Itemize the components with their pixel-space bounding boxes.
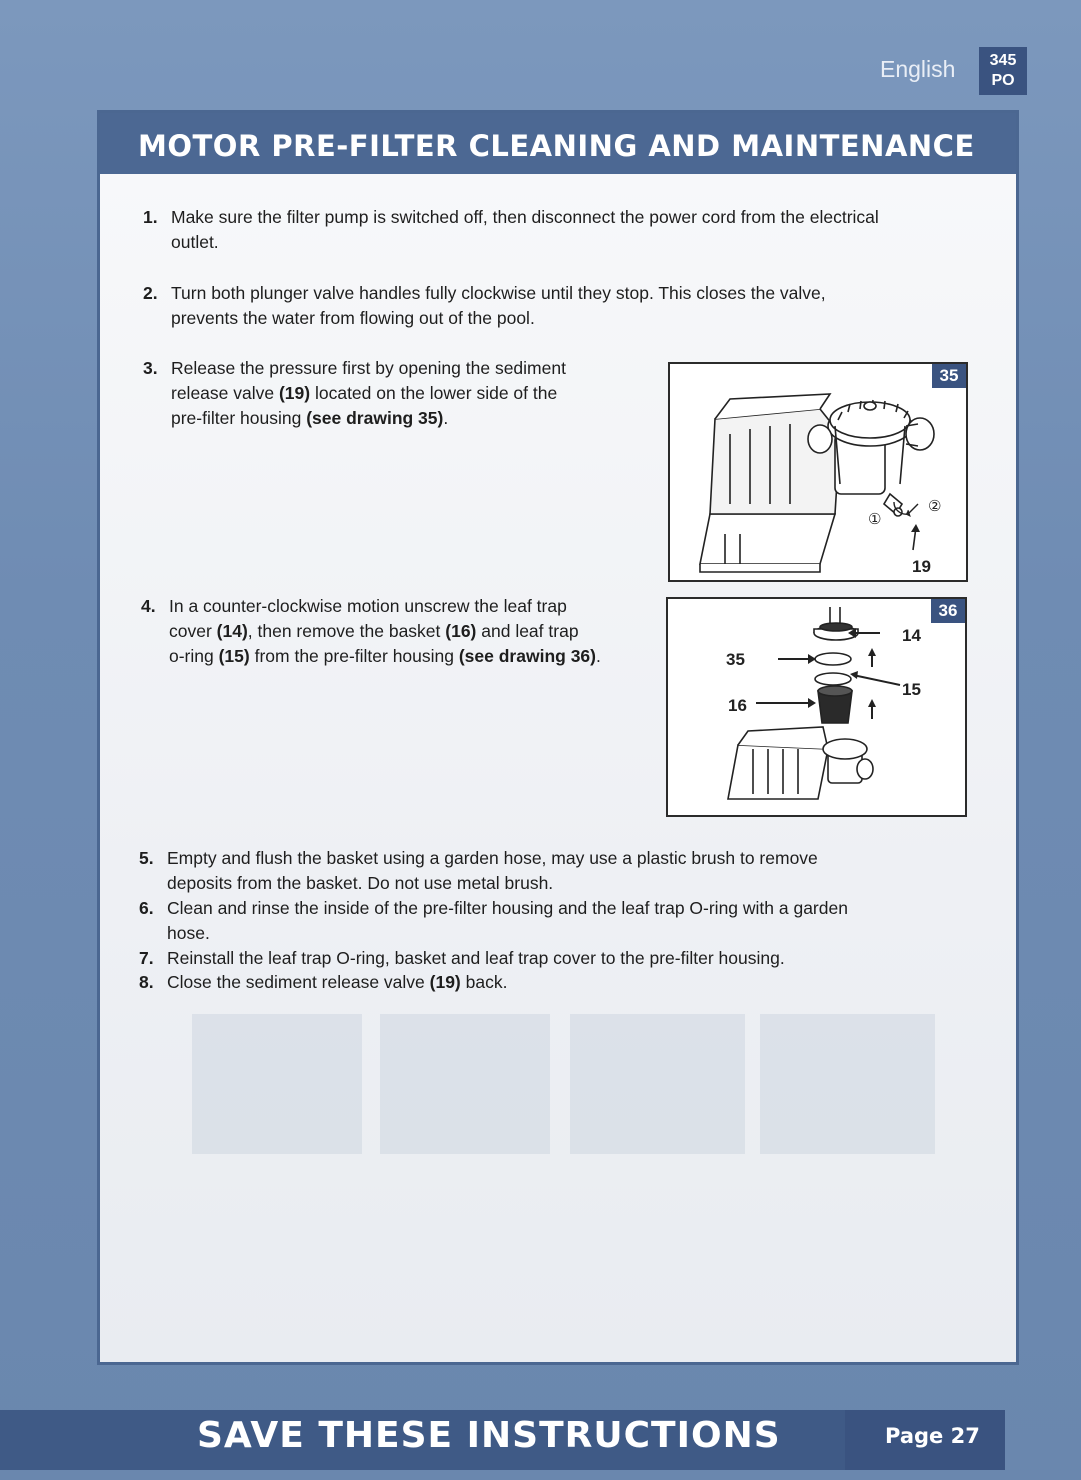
step-text-line: cover (14), then remove the basket (16) and leaf trap bbox=[169, 621, 579, 641]
step-text-line: Close the sediment release valve (19) back. bbox=[167, 972, 508, 992]
pre-filter-exploded-illustration bbox=[668, 599, 965, 815]
circled-number-2: ② bbox=[928, 497, 942, 515]
step-text-line: pre-filter housing (see drawing 35). bbox=[171, 408, 449, 428]
step-text-line: Clean and rinse the inside of the pre-filter housing and the leaf trap O-ring with a garden bbox=[167, 898, 848, 918]
step-text-line: Empty and flush the basket using a garden hose, may use a plastic brush to remove bbox=[167, 848, 818, 868]
step-text-line: Release the pressure first by opening the sediment bbox=[171, 358, 566, 378]
step-number: 2. bbox=[143, 283, 158, 303]
step-number: 4. bbox=[141, 596, 156, 616]
model-code-number: 345 bbox=[989, 52, 1017, 69]
show-through-block bbox=[380, 1014, 550, 1154]
callout-14: 14 bbox=[902, 626, 921, 645]
language-label: English bbox=[880, 56, 956, 82]
show-through-block bbox=[192, 1014, 362, 1154]
step-text-line: Reinstall the leaf trap O-ring, basket and leaf trap cover to the pre-filter housing. bbox=[167, 948, 785, 968]
callout-35: 35 bbox=[726, 650, 745, 669]
drawing-35 bbox=[668, 362, 968, 582]
callout-19: 19 bbox=[912, 557, 931, 576]
model-code-suffix: PO bbox=[991, 72, 1015, 89]
callout-15: 15 bbox=[902, 680, 921, 699]
step-text-line: outlet. bbox=[171, 232, 219, 252]
step-number: 5. bbox=[139, 848, 154, 868]
callout-16: 16 bbox=[728, 696, 747, 715]
model-code-badge bbox=[979, 47, 1027, 95]
step-number: 6. bbox=[139, 898, 154, 918]
footer-title: SAVE THESE INSTRUCTIONS bbox=[197, 1415, 781, 1456]
pump-illustration bbox=[670, 364, 966, 580]
page-number: Page 27 bbox=[845, 1410, 1005, 1470]
show-through-block bbox=[760, 1014, 935, 1154]
show-through-block bbox=[570, 1014, 745, 1154]
section-title: MOTOR PRE-FILTER CLEANING AND MAINTENANCE bbox=[100, 113, 1016, 174]
step-number: 8. bbox=[139, 972, 154, 992]
step-text-line: Turn both plunger valve handles fully clockwise until they stop. This closes the valve, bbox=[171, 283, 826, 303]
step-number: 1. bbox=[143, 207, 158, 227]
step-text-line: Make sure the filter pump is switched off, then disconnect the power cord from the electrical bbox=[171, 207, 879, 227]
step-text-line: release valve (19) located on the lower side of the bbox=[171, 383, 558, 403]
circled-number-1: ① bbox=[868, 510, 882, 528]
drawing-36 bbox=[666, 597, 967, 817]
step-text-line: o-ring (15) from the pre-filter housing (see drawing 36). bbox=[169, 646, 601, 666]
drawing-number-badge: 36 bbox=[931, 599, 965, 623]
step-number: 7. bbox=[139, 948, 154, 968]
step-text-line: In a counter-clockwise motion unscrew the leaf trap bbox=[169, 596, 567, 616]
drawing-number-badge: 35 bbox=[932, 364, 966, 388]
step-text-line: hose. bbox=[167, 923, 210, 943]
step-text-line: deposits from the basket. Do not use metal brush. bbox=[167, 873, 554, 893]
step-number: 3. bbox=[143, 358, 158, 378]
step-text-line: prevents the water from flowing out of the pool. bbox=[171, 308, 535, 328]
